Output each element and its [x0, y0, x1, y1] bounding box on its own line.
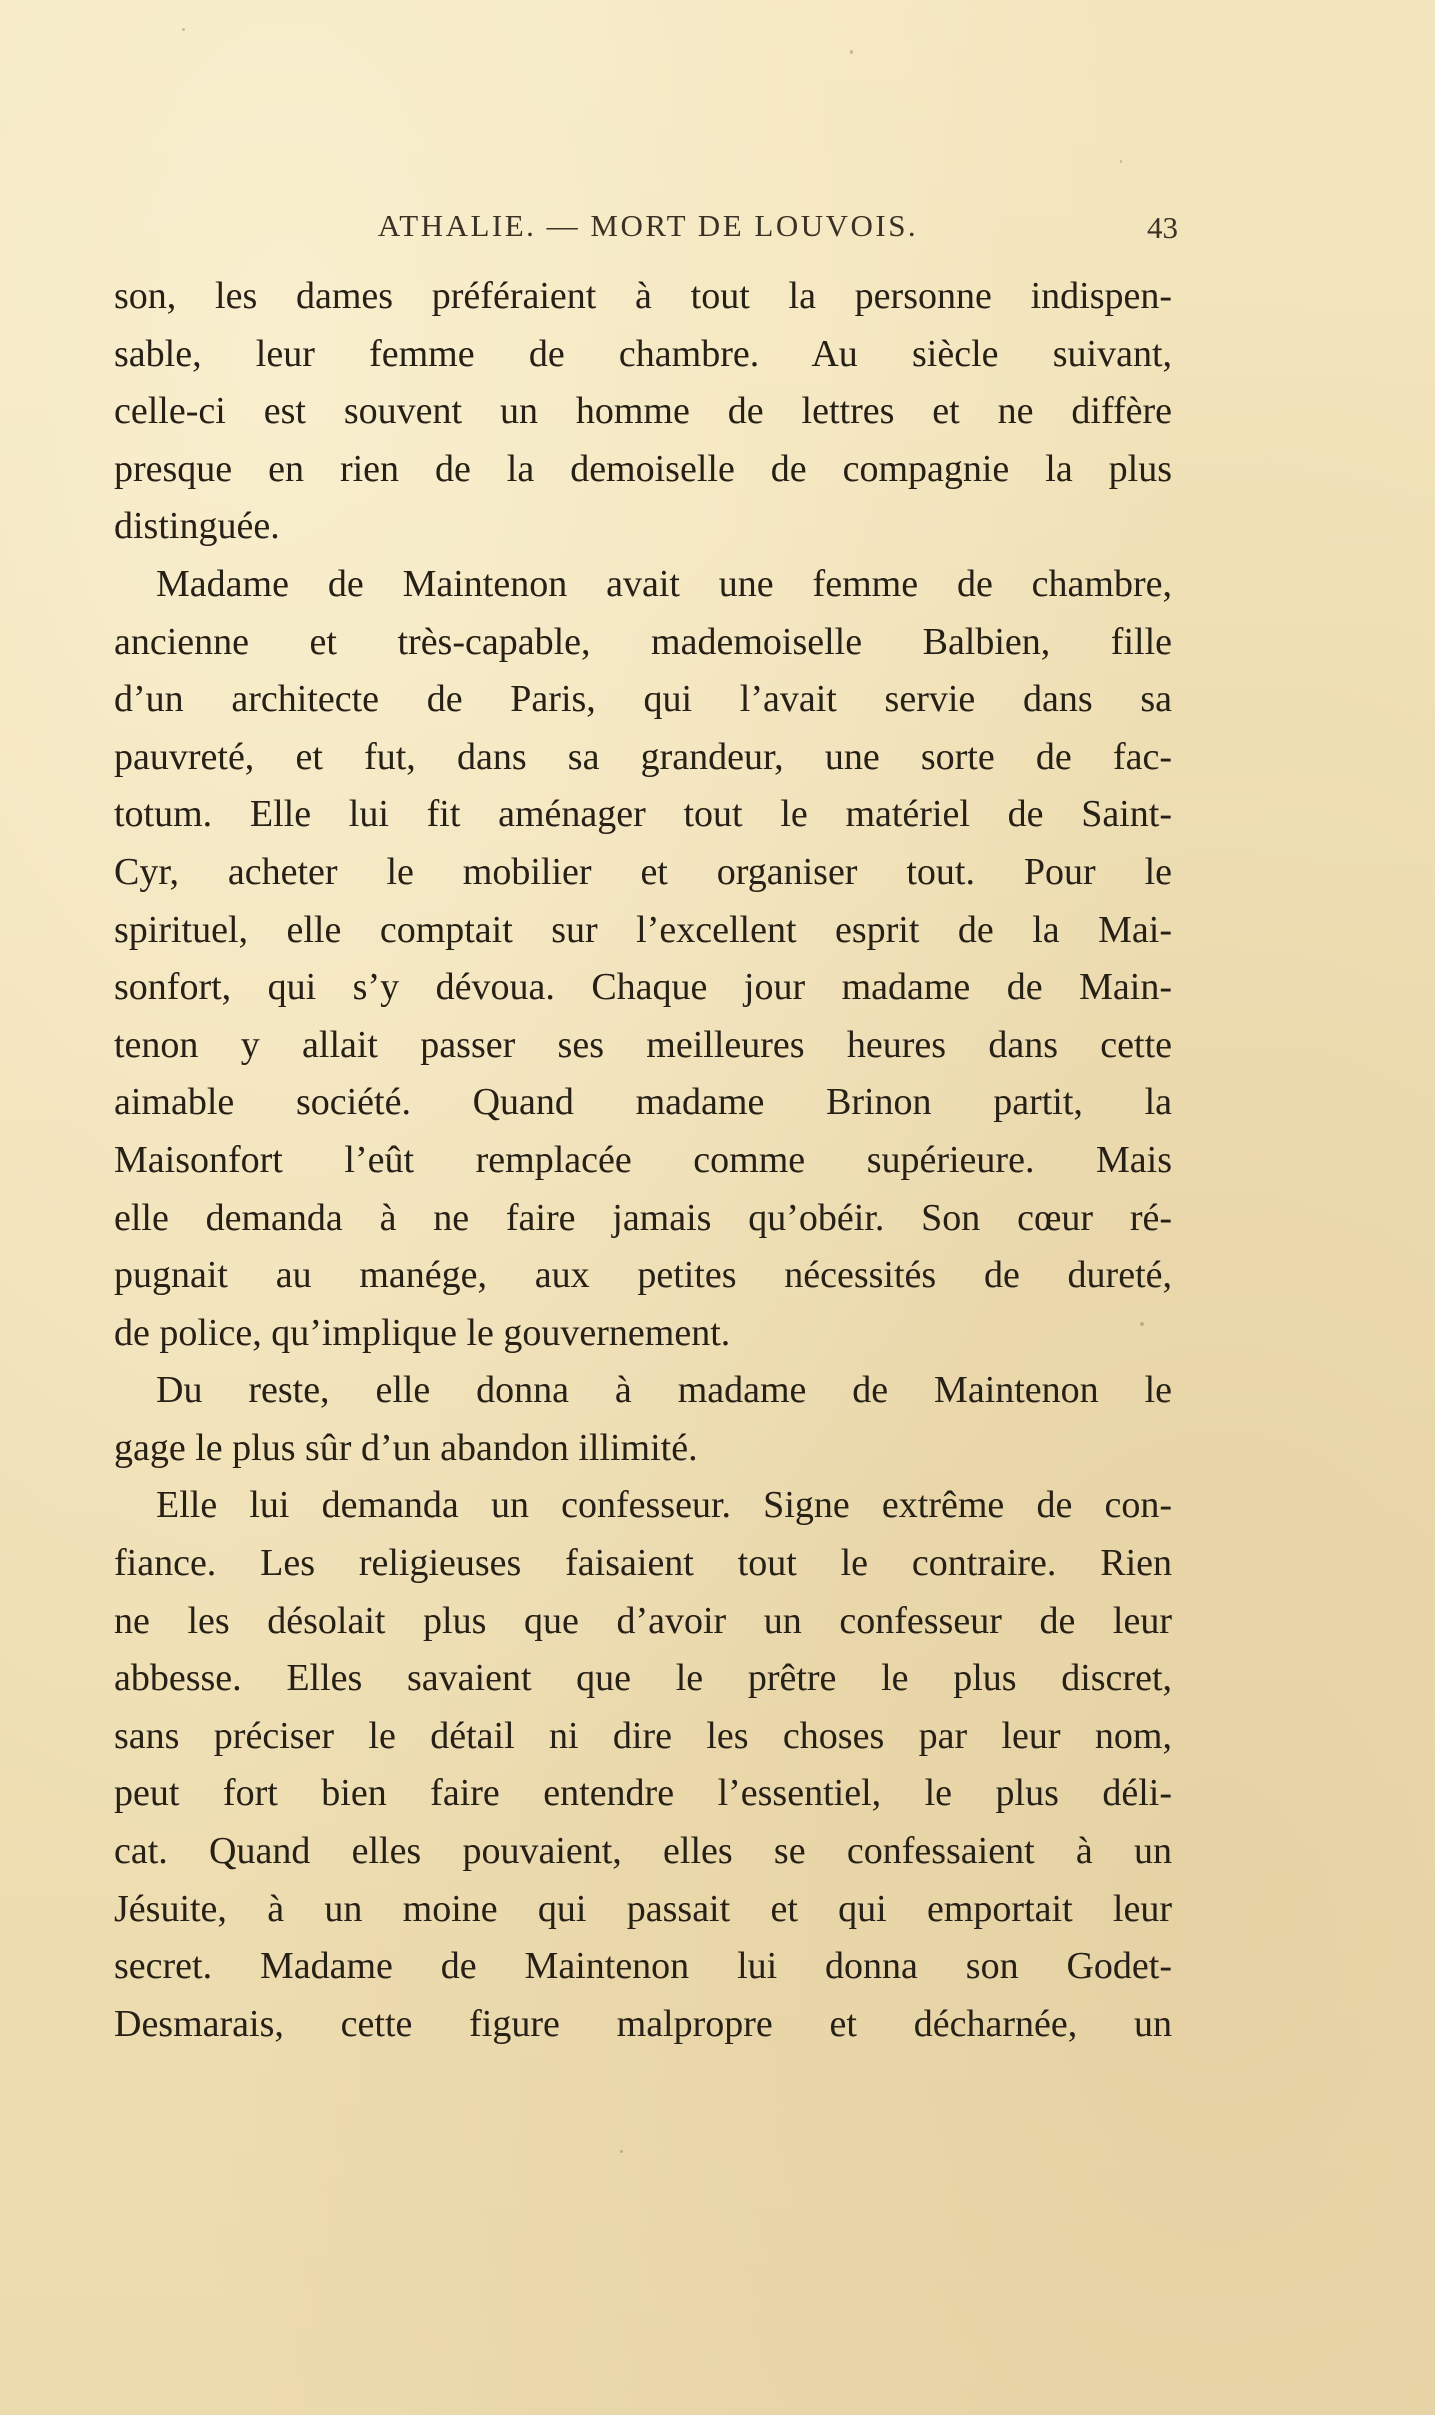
text-line: ne les désolait plus que d’avoir un confesseur de leur	[114, 1599, 1172, 1642]
body-text	[114, 268, 1172, 2053]
text-line: d’un architecte de Paris, qui l’avait servie dans sa	[114, 678, 1172, 721]
running-head-title: ATHALIE. — MORT DE LOUVOIS.	[377, 208, 919, 243]
text-line: elle demanda à ne faire jamais qu’obéir. Son cœur ré-	[114, 1196, 1172, 1239]
text-line: Elle lui demanda un confesseur. Signe extrême de con-	[156, 1484, 1172, 1527]
paragraph	[114, 556, 1172, 1362]
text-line: distinguée.	[114, 505, 280, 548]
text-line: cat. Quand elles pouvaient, elles se confessaient à un	[114, 1830, 1172, 1873]
text-line: peut fort bien faire entendre l’essentiel, le plus déli-	[114, 1772, 1172, 1815]
text-line: abbesse. Elles savaient que le prêtre le plus discret,	[114, 1657, 1172, 1700]
paper-speck	[182, 28, 185, 31]
text-line: pauvreté, et fut, dans sa grandeur, une sorte de fac-	[114, 735, 1172, 778]
text-line: de police, qu’implique le gouvernement.	[114, 1311, 731, 1354]
page-number: 43	[1147, 210, 1178, 245]
text-line: spirituel, elle comptait sur l’excellent esprit de la Mai-	[114, 908, 1172, 951]
paper-speck	[1120, 160, 1122, 163]
text-line: pugnait au manége, aux petites nécessités de dureté,	[114, 1254, 1172, 1297]
paragraph	[114, 1477, 1172, 2053]
text-line: Du reste, elle donna à madame de Maintenon le	[156, 1369, 1172, 1412]
text-line: Jésuite, à un moine qui passait et qui emportait leur	[114, 1887, 1172, 1930]
text-line: presque en rien de la demoiselle de compagnie la plus	[114, 447, 1172, 490]
text-line: son, les dames préféraient à tout la personne indispen-	[114, 275, 1172, 317]
paper-speck	[620, 2150, 623, 2153]
text-line: secret. Madame de Maintenon lui donna son Godet-	[114, 1945, 1172, 1988]
text-line: tenon y allait passer ses meilleures heures dans cette	[114, 1023, 1172, 1066]
text-line: sans préciser le détail ni dire les choses par leur nom,	[114, 1714, 1172, 1757]
text-line: aimable société. Quand madame Brinon partit, la	[114, 1081, 1172, 1124]
text-line: ancienne et très-capable, mademoiselle Balbien, fille	[114, 620, 1172, 663]
text-line: sable, leur femme de chambre. Au siècle suivant,	[114, 332, 1172, 375]
text-line: celle-ci est souvent un homme de lettres et ne diffère	[114, 390, 1172, 433]
text-line: totum. Elle lui fit aménager tout le matériel de Saint-	[114, 793, 1172, 836]
text-line: sonfort, qui s’y dévoua. Chaque jour madame de Main-	[114, 966, 1172, 1009]
text-line: Desmarais, cette figure malpropre et décharnée, un	[114, 2002, 1172, 2045]
text-line: Maisonfort l’eût remplacée comme supérieure. Mais	[114, 1138, 1172, 1181]
paragraph	[114, 268, 1172, 556]
running-head	[118, 208, 1178, 248]
text-line: gage le plus sûr d’un abandon illimité.	[114, 1426, 698, 1469]
text-line: fiance. Les religieuses faisaient tout le contraire. Rien	[114, 1542, 1172, 1585]
text-line: Cyr, acheter le mobilier et organiser tout. Pour le	[114, 850, 1172, 893]
paragraph	[114, 1362, 1172, 1477]
paper-speck	[850, 50, 853, 54]
text-line: Madame de Maintenon avait une femme de chambre,	[156, 562, 1172, 605]
